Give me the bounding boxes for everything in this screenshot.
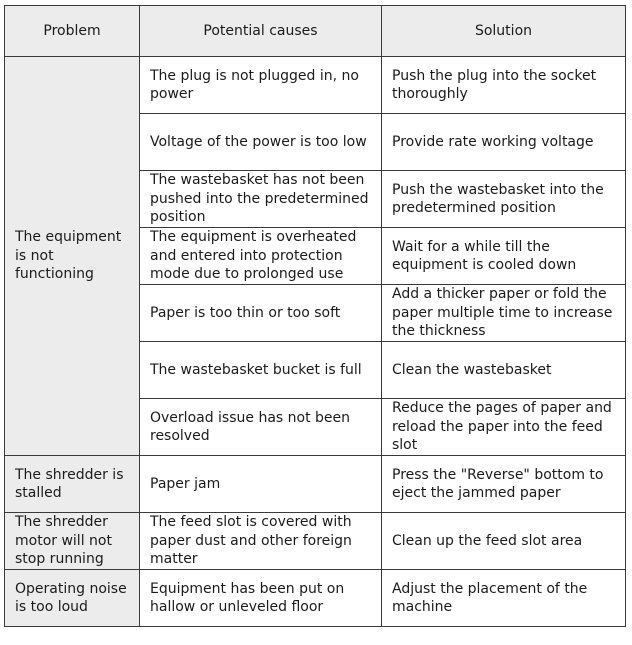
solution-cell: Adjust the placement of the machine	[382, 570, 626, 627]
cause-cell: The equipment is overheated and entered into protection mode due to prolonged use	[140, 228, 382, 285]
cause-cell: Voltage of the power is too low	[140, 114, 382, 171]
solution-cell: Provide rate working voltage	[382, 114, 626, 171]
solution-cell: Add a thicker paper or fold the paper multiple time to increase the thickness	[382, 285, 626, 342]
cause-cell: Paper jam	[140, 456, 382, 513]
cause-cell: The wastebasket has not been pushed into the predetermined position	[140, 171, 382, 228]
solution-cell: Reduce the pages of paper and reload the paper into the feed slot	[382, 399, 626, 456]
problem-cell: The shredder motor will not stop running	[5, 513, 140, 570]
solution-cell: Push the wastebasket into the predetermined position	[382, 171, 626, 228]
header-solution: Solution	[382, 6, 626, 57]
cause-cell: Equipment has been put on hallow or unleveled floor	[140, 570, 382, 627]
table-row	[5, 570, 626, 627]
cause-cell: Overload issue has not been resolved	[140, 399, 382, 456]
header-problem: Problem	[5, 6, 140, 57]
problem-cell: Operating noise is too loud	[5, 570, 140, 627]
solution-cell: Clean the wastebasket	[382, 342, 626, 399]
problem-cell: The equipment is not functioning	[5, 57, 140, 456]
table-row	[5, 513, 626, 570]
cause-cell: Paper is too thin or too soft	[140, 285, 382, 342]
solution-cell: Push the plug into the socket thoroughly	[382, 57, 626, 114]
problem-cell: The shredder is stalled	[5, 456, 140, 513]
header-potential-causes: Potential causes	[140, 6, 382, 57]
table-row	[5, 57, 626, 114]
cause-cell: The plug is not plugged in, no power	[140, 57, 382, 114]
troubleshooting-table	[4, 5, 626, 627]
solution-cell: Clean up the feed slot area	[382, 513, 626, 570]
cause-cell: The wastebasket bucket is full	[140, 342, 382, 399]
header-row	[5, 6, 626, 57]
solution-cell: Press the "Reverse" bottom to eject the jammed paper	[382, 456, 626, 513]
table-row	[5, 456, 626, 513]
solution-cell: Wait for a while till the equipment is cooled down	[382, 228, 626, 285]
cause-cell: The feed slot is covered with paper dust and other foreign matter	[140, 513, 382, 570]
